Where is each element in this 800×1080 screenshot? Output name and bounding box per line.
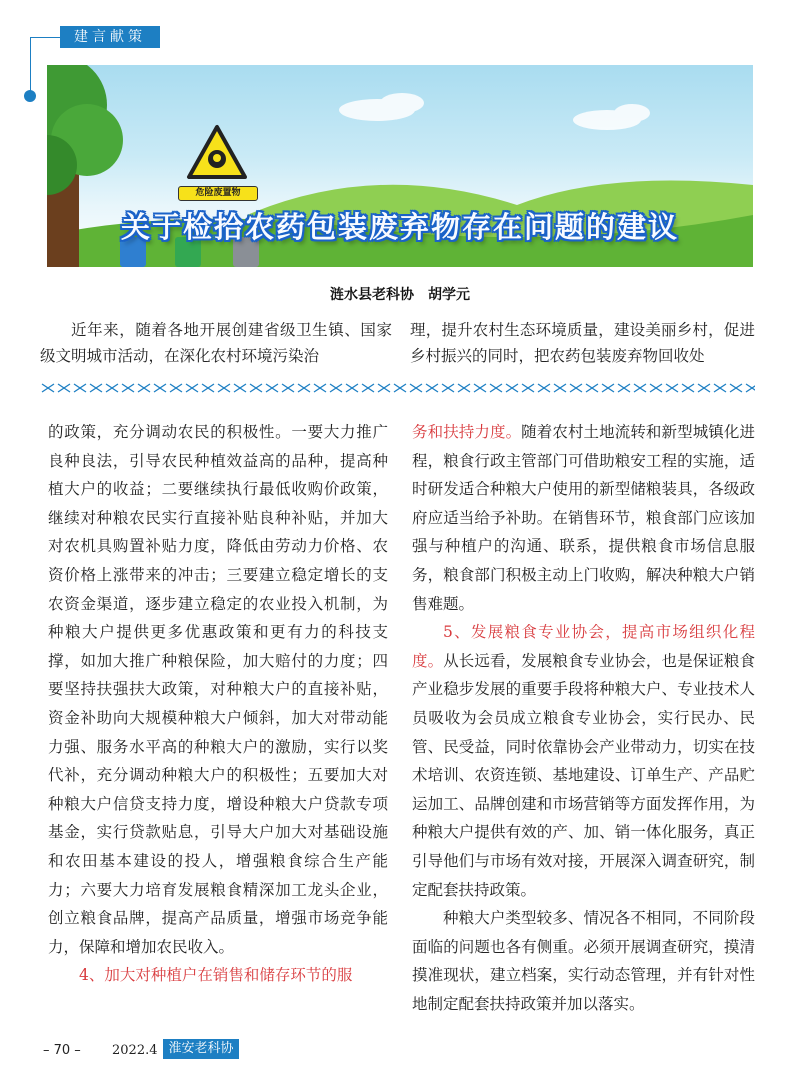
magazine-name: 淮安老科协: [163, 1039, 239, 1059]
paragraph-text: 随着农村土地流转和新型城镇化进程，粮食行政主管部门可借助粮安工程的实施，适时研发适合种粮大户使用的新型储粮装具，各级政府应适当给予补助。在销售环节，粮食部门应该加强与种植户的沟通、联系，提供粮食市场信息服务，粮食部门积极主动上门收购，解决种粮大户销售难题。: [412, 423, 755, 613]
intro-left-text: 近年来，随着各地开展创建省级卫生镇、国家级文明城市活动，在深化农村环境污染治: [40, 321, 392, 365]
section-label: 建言献策: [60, 26, 160, 48]
body-paragraph: 种粮大户类型较多、情况各不相同，不同阶段面临的问题也各有侧重。必须开展调查研究，摸清摸准现状，建立档案，实行动态管理，并有针对性地制定配套扶持政策并加以落实。: [412, 909, 755, 1013]
issue-number: 2022.4: [112, 1043, 158, 1058]
section-heading-4-continued: 务和扶持力度。: [412, 423, 522, 441]
paragraph-text: 从长远看，发展粮食专业协会，也是保证粮食产业稳步发展的重要手段将种粮大户、专业技术人员吸收为会员成立粮食专业协会，实行民办、民管、民受益，同时依靠协会产业带动力，切实在技术培训、农资连锁、基地建设、订单生产、产品贮运加工、品牌创建和市场营销等方面发挥作用，为种粮大户提供有效的产、加、销一体化服务，真正引导他们与市场有效对接，开展深入调查研究，制定配套扶持政策。: [412, 651, 755, 899]
title-banner: [47, 65, 753, 267]
body-left-column: [48, 418, 388, 990]
header-dot: [24, 90, 36, 102]
intro-right-column: [410, 317, 755, 369]
hazard-label: 危险废置物: [178, 186, 258, 201]
ornament-divider: [40, 381, 755, 395]
byline: 涟水县老科协 胡学元: [330, 287, 470, 303]
section-heading-4: 4、加大对种植户在销售和储存环节的服: [79, 966, 353, 985]
body-paragraph: 的政策，充分调动农民的积极性。一要大力推广良种良法，引导农民种植效益高的品种，提高种植大户的收益；二要继续执行最低收购价政策，继续对种粮农民实行直接补贴良种补贴，并加大对农机具购置补贴力度，降低由劳动力价格、农资价格上涨带来的冲击；三要建立稳定增长的支农资金渠道，逐步建立稳定的农业投入机制，为种粮大户提供更多优惠政策和更有力的科技支撑，如加大推广种粮保险，加大赔付的力度；四要坚持扶强扶大政策，对种粮大户的直接补贴，资金补助向大规模种粮大户倾斜，加大对带动能力强、服务水平高的种粮大户的激励，实行以奖代补，充分调动种粮大户的积极性；五要加大对种粮大户信贷支持力度，增设种粮大户贷款专项基金，实行贷款贴息，引导大户加大对基础设施和农田基本建设的投人，增强粮食综合生产能力；六要大力培育发展粮食精深加工龙头企业，创立粮食品牌，提高产品质量，增强市场竞争能力，保障和增加农民收入。: [48, 423, 388, 956]
body-paragraph: [412, 618, 755, 904]
section-heading-5: 5、发展粮食专业协会，提高市场组织化程度。: [412, 623, 755, 670]
page-number: – 70 –: [43, 1043, 81, 1058]
hazard-sign-icon: [189, 127, 245, 177]
article-title: 关于检拾农药包装废弃物存在问题的建议: [120, 210, 679, 244]
intro-right-text: 理，提升农村生态环境质量，建设美丽乡村，促进乡村振兴的同时，把农药包装废弃物回收处: [410, 321, 755, 365]
body-paragraph: [412, 418, 755, 618]
intro-left-column: [40, 317, 392, 369]
header-rule: [30, 37, 60, 38]
header-rule-vertical: [30, 37, 31, 95]
clouds: [339, 93, 650, 130]
body-right-column: [412, 418, 755, 1018]
